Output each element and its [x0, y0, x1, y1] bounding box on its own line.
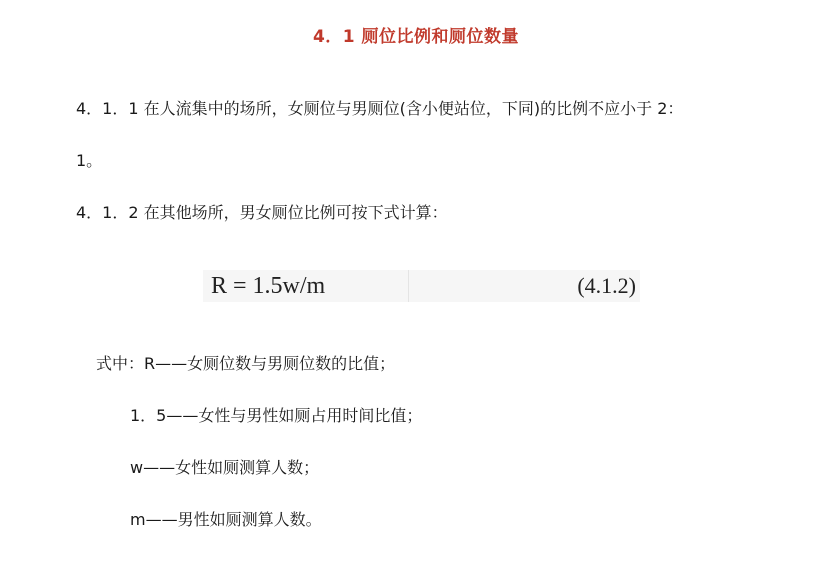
- clause-4-1-2-text: 4．1．2 在其他场所，男女厕位比例可按下式计算：: [76, 203, 448, 222]
- formula-expression: R = 1.5w/m: [211, 273, 326, 299]
- clause-4-1-1-line2: 1。: [76, 151, 103, 170]
- clause-4-1-1-line1: 4．1．1 在人流集中的场所，女厕位与男厕位(含小便站位，下同)的比例不应小于 2：: [76, 99, 684, 118]
- definition-intro: 式中：R——女厕位数与男厕位数的比值；: [96, 354, 396, 373]
- formula-divider: [408, 270, 409, 302]
- definition-w: w——女性如厕测算人数；: [130, 458, 320, 477]
- section-heading: 4．1 厕位比例和厕位数量: [312, 27, 520, 47]
- definition-m: m——男性如厕测算人数。: [130, 510, 322, 529]
- definition-1-5: 1．5——女性与男性如厕占用时间比值；: [130, 406, 423, 425]
- formula-image: [203, 270, 640, 302]
- formula-number: (4.1.2): [577, 273, 636, 298]
